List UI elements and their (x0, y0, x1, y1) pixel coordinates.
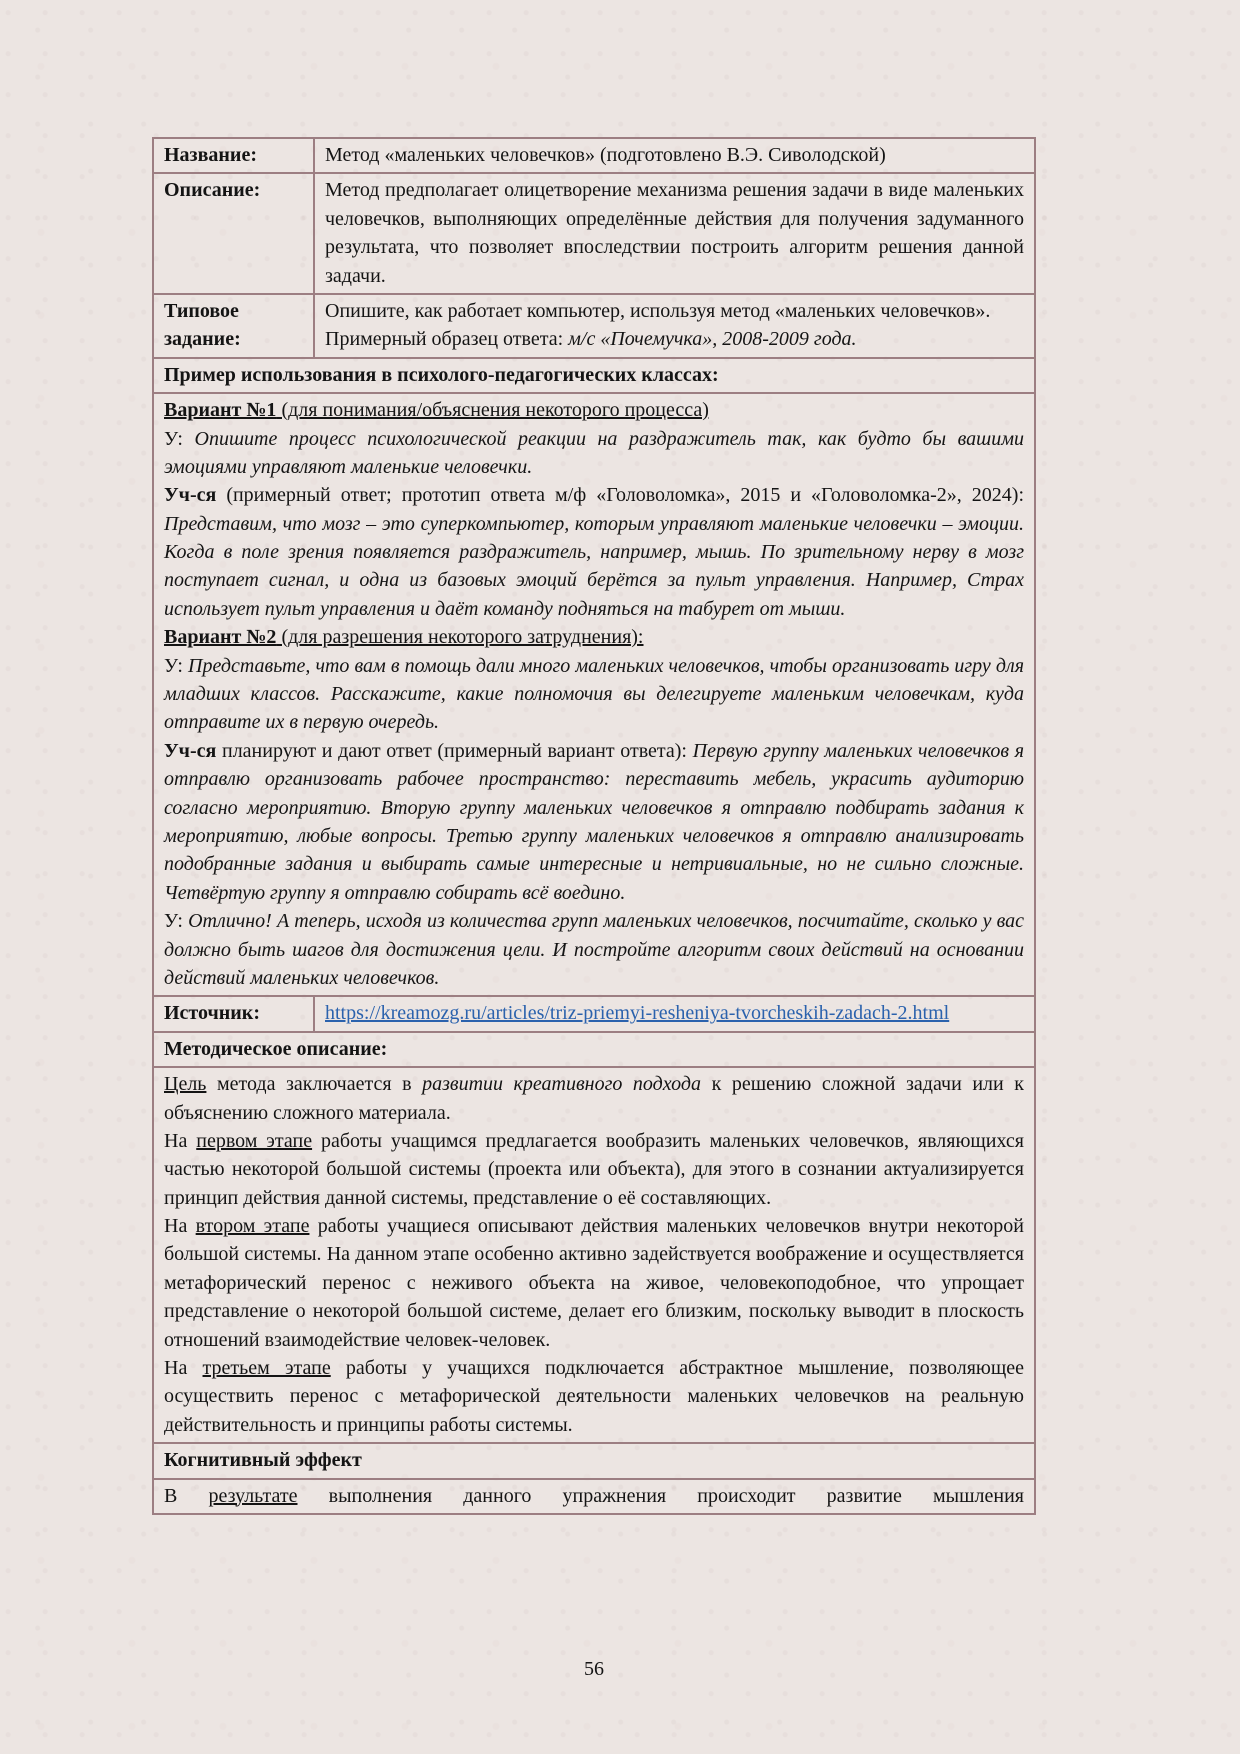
stage1-prefix: На (164, 1129, 197, 1152)
stage1-rest: работы учащимся предлагается вообразить маленьких человечков, являющихся частью некоторой большой системы (проекта или объекта), для этого в сознании актуализируется принцип действия данной системы, представление о её составляющих. (164, 1129, 1024, 1209)
table-row (153, 1443, 1035, 1478)
variant1-students-plain: (примерный ответ; прототип ответа м/ф «Головоломка», 2015 и «Головоломка-2», 2024): (216, 484, 1024, 507)
example-header: Пример использования в психолого-педагогических классах: (153, 358, 1035, 393)
description-label: Описание: (153, 173, 314, 294)
table-row (153, 138, 1035, 173)
method-stage1 (164, 1127, 1024, 1212)
teacher-marker: У (164, 910, 178, 933)
variant1-title-rest: (для понимания/объяснения некоторого процесса) (276, 399, 709, 422)
variant1-teacher-text: Опишите процесс психологической реакции на раздражитель так, как будто бы вашими эмоциями управляют маленькие человечки. (164, 427, 1024, 478)
result-underlined: результате (208, 1484, 298, 1507)
students-marker: Уч-ся (164, 739, 217, 762)
task-example-italic: м/с «Почемучка», 2008-2009 года. (568, 328, 857, 351)
table-row (153, 1067, 1035, 1443)
teacher-separator: : (177, 427, 195, 450)
variants-cell (153, 393, 1035, 996)
stage3-underlined: третьем этапе (202, 1357, 331, 1380)
variant2-teacher-line (164, 652, 1024, 737)
variant2-teacher2-line (164, 907, 1024, 992)
variant2-teacher-text: Представьте, что вам в помощь дали много маленьких человечков, чтобы организовать игру для младших классов. Расскажите, какие полномочия вы делегируете маленьким человечкам, куда отправите их в первую очередь. (164, 654, 1024, 734)
method-stage2 (164, 1212, 1024, 1354)
variant2-students-plain: планируют и дают ответ (примерный вариант ответа): (216, 739, 693, 762)
stage3-prefix: На (164, 1357, 203, 1380)
name-label: Название: (153, 138, 314, 173)
result-rest: выполнения данного упражнения происходит развитие мышления (297, 1484, 1024, 1507)
variant1-students-line (164, 481, 1024, 623)
result-cell (153, 1479, 1035, 1514)
table-row (153, 1032, 1035, 1067)
source-cell (314, 996, 1035, 1031)
name-value: Метод «маленьких человечков» (подготовлено В.Э. Сиволодской) (314, 138, 1035, 173)
variant2-title-number: Вариант №2 (164, 626, 277, 649)
variant1-teacher-line (164, 425, 1024, 482)
teacher-marker: У (164, 654, 178, 677)
table-row (153, 358, 1035, 393)
page-number: 56 (584, 1658, 604, 1680)
variant2-teacher2-text: Отлично! А теперь, исходя из количества групп маленьких человечков, посчитайте, сколько у вас должно быть шагов для достижения цели. И постройте алгоритм своих действий на основании действий маленьких человечков. (164, 910, 1024, 989)
cognitive-header: Когнитивный эффект (153, 1443, 1035, 1478)
table-row (153, 1479, 1035, 1514)
variant2-students-line (164, 737, 1024, 907)
task-label: Типовое задание: (153, 294, 314, 358)
stage3-rest: работы у учащихся подключается абстрактное мышление, позволяющее осуществить перенос с метафорической деятельности маленьких человечков на реальную действительность и принципы работы системы. (164, 1357, 1024, 1436)
variant2-title-rest: (для разрешения некоторого затруднения): (276, 626, 644, 649)
teacher-separator: : (177, 910, 189, 933)
task-example (325, 325, 1024, 353)
task-cell (314, 294, 1035, 358)
table-row (153, 996, 1035, 1031)
goal-rest: к решению сложной задачи или к объяснению сложного материала. (164, 1073, 1024, 1124)
stage2-rest: работы учащиеся описывают действия маленьких человечков внутри некоторой большой системы. На данном этапе особенно активно задействуется воображение и осуществляется метафорический перенос с неживого объекта на живое, человекоподобное, что упрощает представление о некоторой большой системе, делает его близким, поскольку выводит в плоскость отношений взаимодействие человек-человек. (164, 1215, 1024, 1351)
result-prefix: В (164, 1484, 209, 1507)
source-label: Источник: (153, 996, 314, 1031)
stage2-underlined: втором этапе (195, 1215, 310, 1238)
teacher-marker: У (164, 427, 178, 450)
goal-mid: метода заключается в (206, 1073, 423, 1096)
method-goal (164, 1070, 1024, 1127)
result-line (164, 1482, 1024, 1510)
description-value: Метод предполагает олицетворение механизма решения задачи в виде маленьких человечков, выполняющих определённые действия для получения задуманного результата, что позволяет впоследствии построить алгоритм решения данной задачи. (314, 173, 1035, 294)
variant2-students-answer: Первую группу маленьких человечков я отправлю организовать рабочее пространство: переставить мебель, украсить аудиторию согласно мероприятию. Вторую группу маленьких человечков я отправлю подбирать задания к мероприятию, любые вопросы. Третью группу маленьких человечков я отправлю анализировать подобранные задания и выбирать самые интересные и нетривиальные, но не сильно сложные. Четвёртую группу я отправлю собирать всё воедино. (164, 739, 1024, 904)
stage2-prefix: На (164, 1215, 196, 1238)
method-stage3 (164, 1354, 1024, 1439)
students-marker: Уч-ся (164, 484, 217, 507)
table-row (153, 173, 1035, 294)
variant1-title (164, 396, 1024, 424)
table-row (153, 393, 1035, 996)
method-table-sheet (152, 137, 1036, 1515)
goal-underlined: Цель (164, 1073, 207, 1096)
source-link[interactable]: https://kreamozg.ru/articles/triz-priemyi-resheniya-tvorcheskih-zadach-2.html (325, 1002, 950, 1025)
goal-italic: развитии креативного подхода (422, 1073, 702, 1096)
method-description-table (152, 137, 1036, 1515)
teacher-separator: : (177, 654, 189, 677)
method-cell (153, 1067, 1035, 1443)
method-header: Методическое описание: (153, 1032, 1035, 1067)
variant1-students-answer: Представим, что мозг – это суперкомпьютер, которым управляют маленькие человечки – эмоции. Когда в поле зрения появляется раздражитель, например, мышь. По зрительному нерву в мозг поступает сигнал, и одна из базовых эмоций берётся за пульт управления. Например, Страх использует пульт управления и даёт команду подняться на табурет от мыши. (164, 512, 1024, 620)
task-value: Опишите, как работает компьютер, используя метод «маленьких человечков». (325, 299, 991, 322)
variant1-title-number: Вариант №1 (164, 399, 277, 422)
variant2-title (164, 623, 1024, 651)
task-example-prefix: Примерный образец ответа: (325, 328, 569, 351)
table-row (153, 294, 1035, 358)
stage1-underlined: первом этапе (196, 1129, 313, 1152)
